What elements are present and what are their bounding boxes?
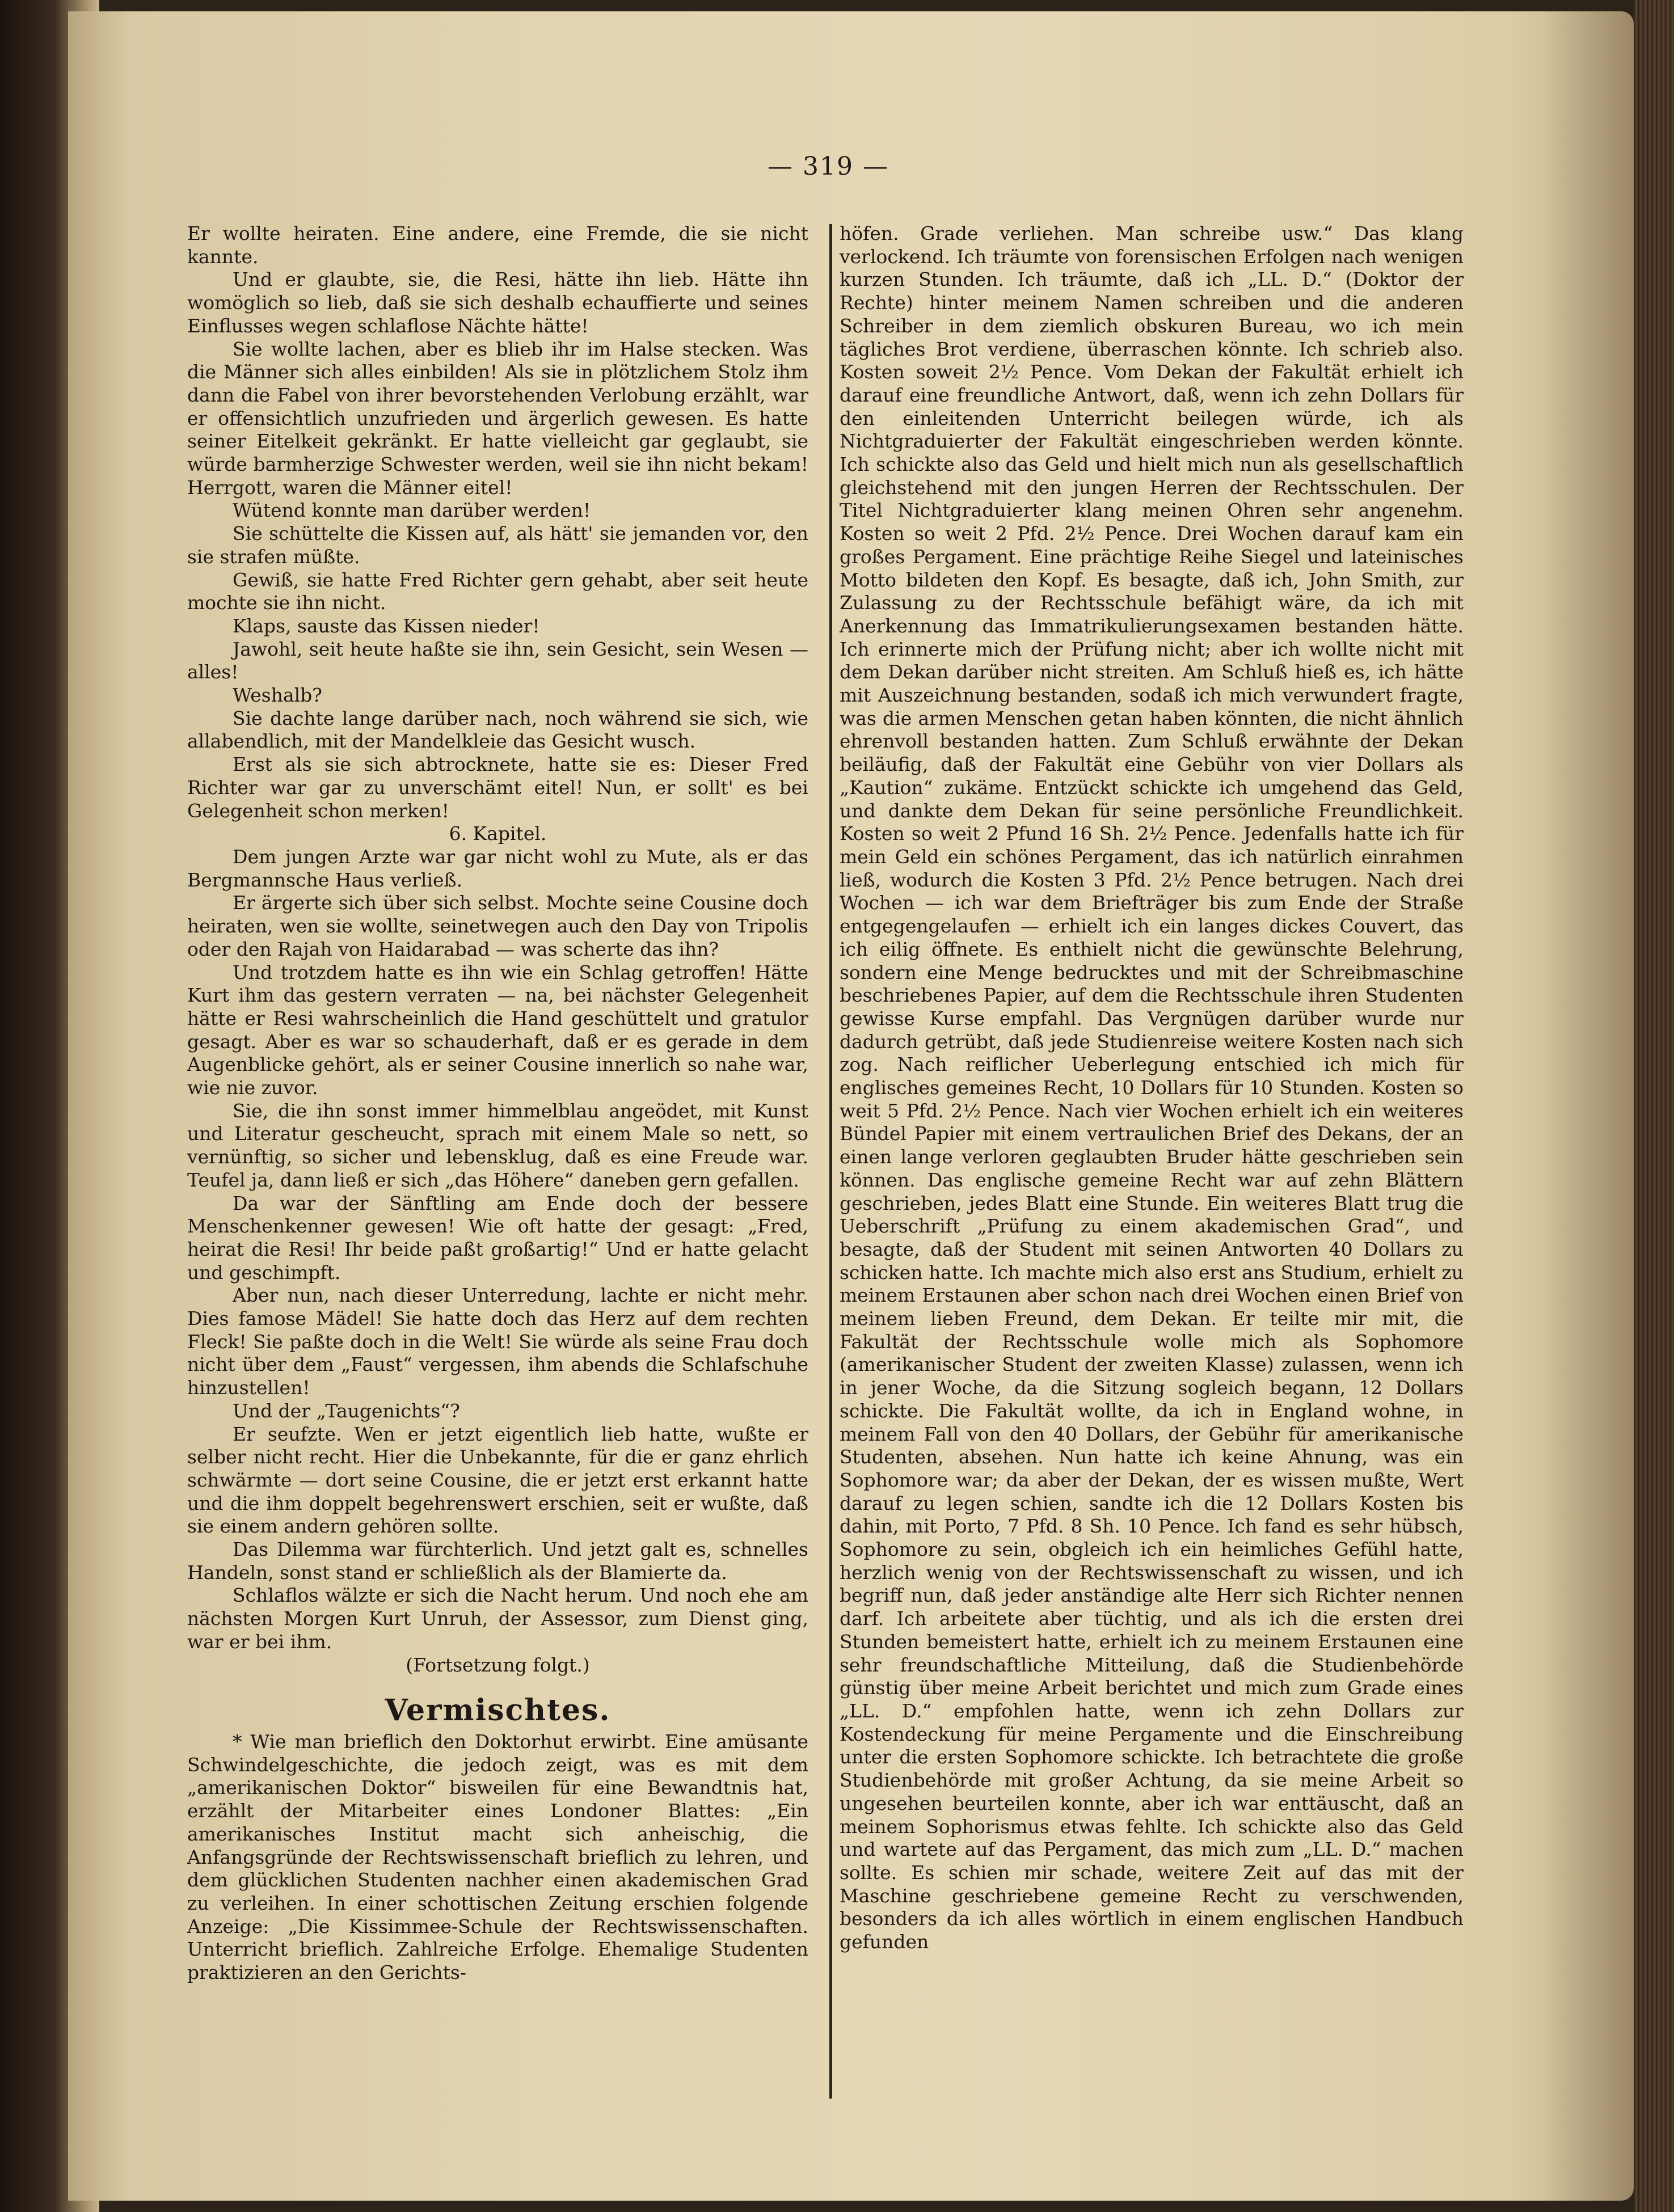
page-edges <box>1634 0 1674 2212</box>
paragraph: Sie, die ihn sonst immer himmelblau angeödet, mit Kunst und Literatur gescheucht, sprach mit einem Male so nett, so vernünftig, so sicher und lebensklug, daß es eine Freude war. Teufel ja, dann ließ er sich „das Höhere“ daneben gern gefallen. <box>187 1099 808 1191</box>
paragraph: Dem jungen Arzte war gar nicht wohl zu Mute, als er das Bergmannsche Haus verließ. <box>187 845 808 891</box>
paragraph: Das Dilemma war fürchterlich. Und jetzt galt es, schnelles Handeln, sonst stand er schließlich als der Blamierte da. <box>187 1538 808 1584</box>
continuation-note: (Fortsetzung folgt.) <box>406 1653 590 1676</box>
paragraph: Er seufzte. Wen er jetzt eigentlich lieb hatte, wußte er selber nicht recht. Hier die Unbekannte, für die er ganz ehrlich schwärmte — dort seine Cousine, die er jetzt erst erkannt hatte und die ihm doppelt begehrenswert erschien, seit er wußte, daß sie einem andern gehören sollte. <box>187 1422 808 1538</box>
paragraph: Aber nun, nach dieser Unterredung, lachte er nicht mehr. Dies famose Mädel! Sie hatte doch das Herz auf dem rechten Fleck! Sie paßte doch in die Welt! Sie würde als seine Frau doch nicht über dem „Faust“ vergessen, ihm abends die Schlafschuhe hinzustellen! <box>187 1284 808 1399</box>
paragraph: Da war der Sänftling am Ende doch der bessere Menschenkenner gewesen! Wie oft hatte der gesagt: „Fred, heirat die Resi! Ihr beide paßt großartig!“ Und er hatte gelacht und geschimpft. <box>187 1192 808 1284</box>
paragraph: * Wie man brieflich den Doktorhut erwirbt. Eine amüsante Schwindelgeschichte, die jedoch zeigt, was es mit dem „amerikanischen Doktor“ bisweilen für eine Bewandtnis hat, erzählt der Mitarbeiter eines Londoner Blattes: „Ein amerikanisches Institut macht sich anheischig, die Anfangsgründe der Rechtswissenschaft brieflich zu lehren, und dem glücklichen Studenten nachher einen akademischen Grad zu verleihen. In einer schottischen Zeitung erschien folgende Anzeige: „Die Kissimmee-Schule der Rechtswissenschaften. Unterricht brieflich. Zahlreiche Erfolge. Ehemalige Studenten praktizieren an den Gerichts- <box>187 1730 808 1984</box>
paragraph: Wütend konnte man darüber werden! <box>233 499 591 522</box>
right-column <box>840 222 1464 1954</box>
paragraph: Schlaflos wälzte er sich die Nacht herum. Und noch ehe am nächsten Morgen Kurt Unruh, der Assessor, zum Dienst ging, war er bei ihm. <box>187 1584 808 1653</box>
paragraph: Sie dachte lange darüber nach, noch während sie sich, wie allabendlich, mit der Mandelkleie das Gesicht wusch. <box>187 707 808 753</box>
column-divider <box>829 224 832 2099</box>
paragraph: Sie schüttelte die Kissen auf, als hätt' sie jemanden vor, den sie strafen müßte. <box>187 522 808 568</box>
paragraph: Weshalb? <box>233 684 322 707</box>
page-number: — 319 — <box>768 152 889 181</box>
page-shadow <box>1543 11 1634 2201</box>
paragraph: Erst als sie sich abtrocknete, hatte sie es: Dieser Fred Richter war gar zu unverschämt eitel! Nun, er sollt' es bei Gelegenheit schon merken! <box>187 753 808 822</box>
paragraph: Gewiß, sie hatte Fred Richter gern gehabt, aber seit heute mochte sie ihn nicht. <box>187 568 808 614</box>
paragraph: Und der „Taugenichts“? <box>233 1399 460 1422</box>
paragraph: Sie wollte lachen, aber es blieb ihr im Halse stecken. Was die Männer sich alles einbilden! Als sie in plötzlichem Stolz ihm dann die Fabel von ihrer bevorstehenden Verlobung erzählt, war er offensichtlich unzufrieden und ärgerlich gewesen. Es hatte seiner Eitelkeit gekränkt. Er hatte vielleicht gar geglaubt, sie würde barmherzige Schwester werden, weil sie ihn nicht bekam! Herrgott, waren die Männer eitel! <box>187 337 808 499</box>
paragraph: Jawohl, seit heute haßte sie ihn, sein Gesicht, sein Wesen — alles! <box>187 638 808 683</box>
paragraph: Klaps, sauste das Kissen nieder! <box>233 614 540 637</box>
left-column <box>187 222 808 1985</box>
paragraph: Er wollte heiraten. Eine andere, eine Fremde, die sie nicht kannte. <box>187 222 808 268</box>
section-heading: Vermischtes. <box>385 1693 611 1728</box>
paragraph: höfen. Grade verliehen. Man schreibe usw.“ Das klang verlockend. Ich träumte von forensischen Erfolgen nach wenigen kurzen Stunden. Ich träumte, daß ich „LL. D.“ (Doktor der Rechte) hinter meinem Namen schreiben und die anderen Schreiber in dem ziemlich obskuren Bureau, wo ich mein tägliches Brot verdiene, überraschen könnte. Ich schrieb also. Kosten soweit 2½ Pence. Vom Dekan der Fakultät erhielt ich darauf eine freundliche Antwort, daß, wenn ich zehn Dollars für den einleitenden Unterricht beilegen würde, ich als Nichtgraduierter der Fakultät eingeschrieben werden könnte. Ich schickte also das Geld und hielt mich nun als gesellschaftlich gleichstehend mit den jungen Herren der Rechtsschulen. Der Titel Nichtgraduierter klang meinen Ohren sehr angenehm. Kosten so weit 2 Pfd. 2½ Pence. Drei Wochen darauf kam ein großes Pergament. Eine prächtige Reihe Siegel und lateinisches Motto bildeten den Kopf. Es besagte, daß ich, John Smith, zur Zulassung zu der Rechtsschule befähigt wäre, da ich mit Anerkennung das Immatrikulierungsexamen bestanden hätte. Ich erinnerte mich der Prüfung nicht; aber ich wollte nicht mit dem Dekan darüber nicht streiten. Am Schluß hieß es, ich hätte mit Auszeichnung bestanden, sodaß ich mich verwundert fragte, was die armen Menschen getan haben könnten, die nicht ähnlich ehrenvoll bestanden hatten. Zum Schluß erwähnte der Dekan beiläufig, daß der Fakultät eine Gebühr von vier Dollars als „Kaution“ zukäme. Entzückt schickte ich umgehend das Geld, und dankte dem Dekan für seine persönliche Freundlichkeit. Kosten so weit 2 Pfund 16 Sh. 2½ Pence. Jedenfalls hatte ich für mein Geld ein schönes Pergament, das ich natürlich einrahmen ließ, wodurch die Kosten 3 Pfd. 2½ Pence betrugen. Nach drei Wochen — ich war dem Briefträger bis zum Ende der Straße entgegengelaufen — erhielt ich ein langes dickes Couvert, das ich eilig öffnete. Es enthielt nicht die gewünschte Belehrung, sondern eine Menge bedrucktes und mit der Schreibmaschine beschriebenes Papier, auf dem die Rechtsschule ihren Studenten gewisse Kurse empfahl. Das Vergnügen darüber wurde nur dadurch getrübt, daß jede Studienreise weitere Kosten nach sich zog. Nach reiflicher Ueberlegung entschied ich mich für englisches gemeines Recht, 10 Dollars für 10 Stunden. Kosten so weit 5 Pfd. 2½ Pence. Nach vier Wochen erhielt ich ein weiteres Bündel Papier mit einem vertraulichen Brief des Dekans, der an einen lange verloren geglaubten Bruder hätte geschrieben sein können. Das englische gemeine Recht war auf zehn Blättern geschrieben, jedes Blatt eine Stunde. Ein weiteres Blatt trug die Ueberschrift „Prüfung zu einem akademischen Grad“, und besagte, daß der Student mit seinen Antworten 40 Dollars zu schicken hatte. Ich machte mich also erst ans Studium, erhielt zu meinem Erstaunen aber schon nach drei Wochen einen Brief von meinem lieben Freund, dem Dekan. Er teilte mir mit, die Fakultät der Rechtsschule wolle mich als Sophomore (amerikanischer Student der zweiten Klasse) zulassen, wenn ich in jener Woche, da die Sitzung sogleich begann, 12 Dollars schickte. Die Fakultät wollte, da ich in England wohne, in meinem Fall von den 40 Dollars, der Gebühr für amerikanische Studenten, absehen. Nun hatte ich keine Ahnung, was ein Sophomore war; da aber der Dekan, der es wissen mußte, Wert darauf zu legen schien, sandte ich die 12 Dollars Kosten bis dahin, mit Porto, 7 Pfd. 8 Sh. 10 Pence. Ich fand es sehr hübsch, Sophomore zu sein, obgleich ich ein heimliches Gefühl hatte, herzlich wenig von der Rechtswissenschaft zu wissen, und ich begriff nun, daß jeder anständige alte Herr sich Richter nennen darf. Ich arbeitete aber tüchtig, und als ich die ersten drei Stunden bemeistert hatte, erhielt ich zu meinem Erstaunen eine sehr freundschaftliche Mitteilung, daß die Studienbehörde günstig über meine Arbeit berichtet und mich zum Grade eines „LL. D.“ empfohlen hatte, wenn ich zehn Dollars zur Kostendeckung für meine Pergamente und die Einschreibung unter die ersten Sophomore schickte. Ich betrachtete die große Studienbehörde mit großer Achtung, da sie meine Arbeit so ungesehen beurteilen konnte, aber ich war enttäuscht, daß an meinem Sophorismus etwas fehlte. Ich schickte also das Geld und wartete auf das Pergament, das mich zum „LL. D.“ machen sollte. Es schien mir schade, weitere Zeit auf das mit der Maschine geschriebene gemeine Recht zu verschwenden, besonders da ich alles wörtlich in einem englischen Handbuch gefunden <box>840 222 1464 1953</box>
paragraph: Er ärgerte sich über sich selbst. Mochte seine Cousine doch heiraten, wen sie wollte, seinetwegen auch den Day von Tripolis oder den Rajah von Haidarabad — was scherte das ihn? <box>187 892 808 960</box>
paragraph: Und trotzdem hatte es ihn wie ein Schlag getroffen! Hätte Kurt ihm das gestern verraten — na, bei nächster Gelegenheit hätte er Resi wahrscheinlich die Hand geschüttelt und gratulor gesagt. Aber es war so schauderhaft, daß er es gerade in dem Augenblicke gehört, als er seiner Cousine innerlich so nahe war, wie nie zuvor. <box>187 961 808 1099</box>
chapter-heading: 6. Kapitel. <box>449 822 547 845</box>
paragraph: Und er glaubte, sie, die Resi, hätte ihn lieb. Hätte ihn womöglich so lieb, daß sie sich deshalb echauffierte und seines Einflusses wegen schlaflose Nächte hätte! <box>187 268 808 337</box>
